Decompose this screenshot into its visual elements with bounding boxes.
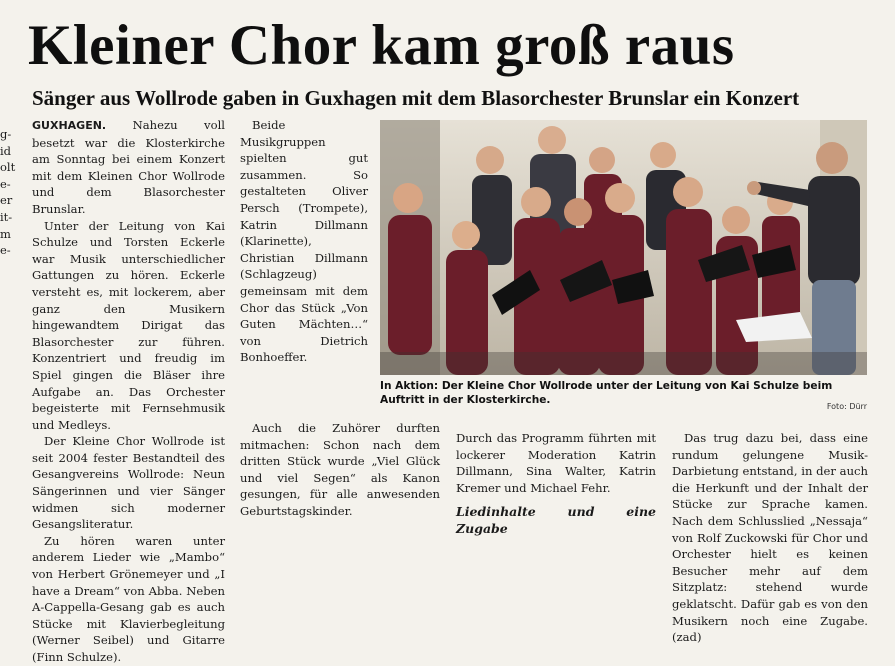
paragraph-1 — [32, 117, 225, 218]
prev-fragment: m — [0, 226, 11, 241]
article-column-4 — [456, 430, 656, 544]
choir-photo — [380, 120, 867, 375]
prev-fragment: er — [0, 193, 13, 208]
article-column-3 — [240, 420, 440, 520]
article-column-2 — [240, 117, 368, 366]
prev-fragment: g- — [0, 127, 12, 141]
article-column-1 — [32, 117, 225, 666]
paragraph-1-text: Nahezu voll besetzt war die Klosterkirche am Sonntag bei einem Konzert mit dem Kleinen Chor Wollrode und dem Blasorchester Brunslar. — [32, 118, 225, 216]
paragraph-8: Das trug dazu bei, dass eine rundum gelungene Musik-Darbietung entstand, in der auch die Herkunft und der Inhalt der Stücke zur Sprache kamen. Nach dem Schlusslied „Nessaja“ von Rolf Zuckowski für Chor und Orchester hielt es keinen Besucher mehr auf dem Sitzplatz: stehend wurde geklatscht. Dafür gab es von den Musikern noch eine Zugabe. (zad) — [672, 431, 868, 645]
paragraph-2: Unter der Leitung von Kai Schulze und Torsten Eckerle war Musik unterschiedlicher Gattungen zu hören. Eckerle versteht es, mit lockerem, aber ganz den Musikern hingewandtem Dirigat das Blasorchester zur führen. Konzentriert und freudig im Spiel gingen die Bläser ihre Aufgabe an. Das Orchester begeisterte mit Fernsehmusik und Medleys. — [32, 218, 225, 432]
headline: Kleiner Chor kam groß raus — [28, 14, 735, 77]
article-column-5 — [672, 430, 868, 646]
previous-article-column-fragment — [0, 126, 16, 566]
subheadline: Sänger aus Wollrode gaben in Guxhagen mit dem Blasorchester Brunslar ein Konzert — [32, 86, 800, 110]
paragraph-3: Der Kleine Chor Wollrode ist seit 2004 fester Bestandteil des Gesangvereins Wollrode: Neun Sängerinnen und vier Sänger widmen sich moderner Gesangsliteratur. — [32, 434, 225, 532]
photo-credit: Foto: Dürr — [826, 402, 867, 411]
choir-photo-illustration — [380, 120, 867, 375]
prev-fragment: olt — [0, 160, 16, 175]
prev-fragment: id — [0, 143, 12, 158]
paragraph-5: Beide Musikgruppen spielten gut zusammen. So gestalteten Oliver Persch (Trompete), Katrin Dillmann (Klarinette), Christian Dillmann (Schlagzeug) gemeinsam mit dem Chor das Stück „Von Guten Mächten…“ von Dietrich Bonhoeffer. — [240, 118, 368, 365]
prev-fragment: e- — [0, 176, 11, 191]
prev-fragment: e- — [0, 243, 11, 258]
prev-fragment: it- — [0, 209, 13, 224]
paragraph-4: Zu hören waren unter anderem Lieder wie „Mambo“ von Herbert Grönemeyer und „I have a Dream“ von Abba. Neben A-Cappella-Gesang gab es auch Stücke mit Klavierbegleitung (Werner Seibel) und Gitarre (Finn Schulze). — [32, 533, 225, 664]
photo-caption: In Aktion: Der Kleine Chor Wollrode unter der Leitung von Kai Schulze beim Auftritt in der Klosterkirche. — [380, 380, 833, 406]
paragraph-7: Durch das Programm führten mit lockerer Moderation Katrin Dillmann, Sina Walter, Katrin Kremer und Michael Fehr. — [456, 431, 656, 495]
paragraph-6: Auch die Zuhörer durften mitmachen: Schon nach dem dritten Stück wurde „Viel Glück und viel Segen“ als Kanon gesungen, für alle anwesenden Geburtstagskinder. — [240, 421, 440, 518]
dateline: GUXHAGEN. — [32, 119, 107, 132]
section-subheading: Liedinhalte und eine Zugabe — [456, 504, 656, 536]
